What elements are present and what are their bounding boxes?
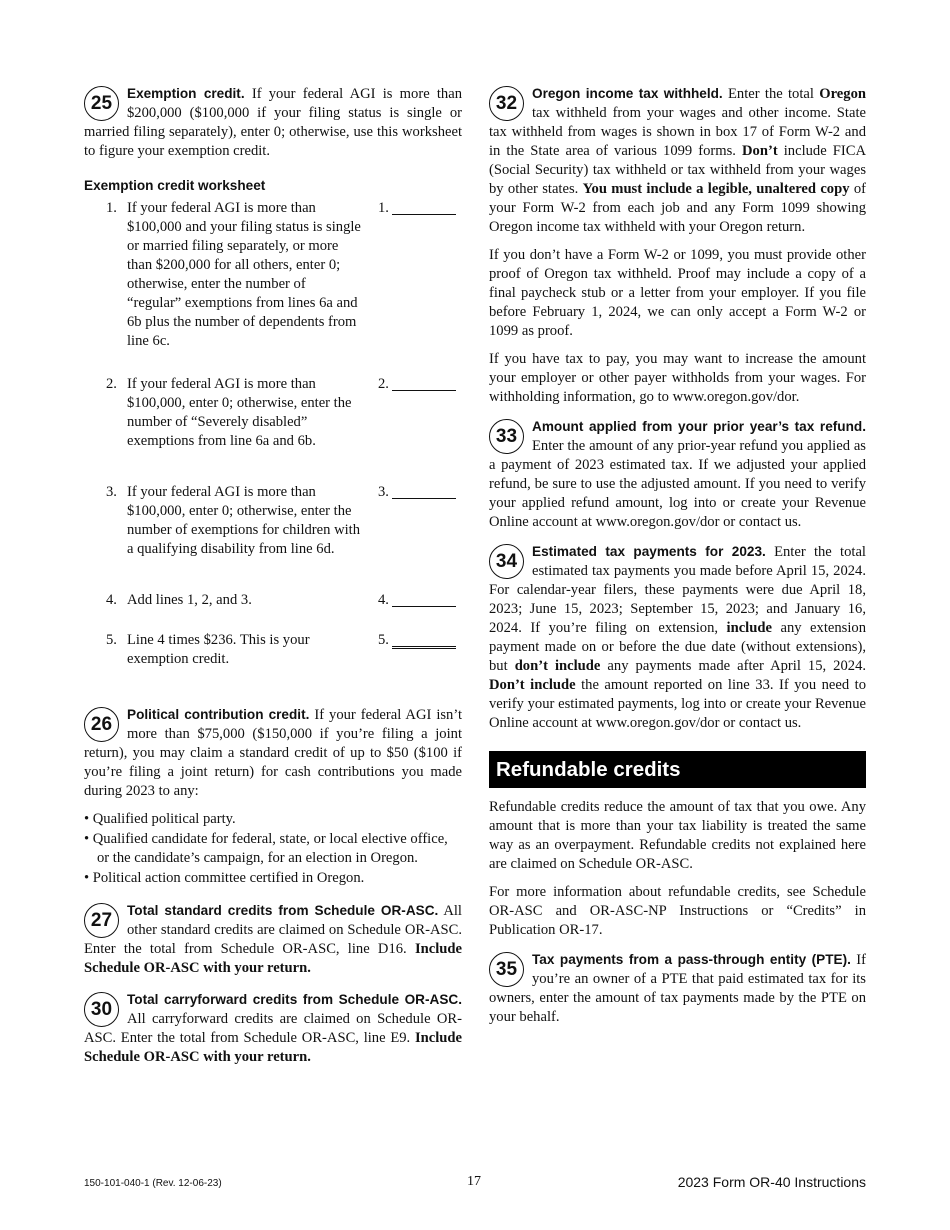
section-35 [489, 950, 866, 1027]
section-33 [489, 417, 866, 532]
worksheet-line-label: 4. [378, 592, 389, 608]
list-item: • Qualified political party. [84, 811, 236, 827]
footer-title: 2023 Form OR-40 Instructions [677, 1174, 866, 1190]
section-text: If your federal AGI isn’t more than $75,000 ($150,000 if you’re filing a joint return), you may claim a standard credit of up to $50 ($100 if you’re filing a joint return) for cash contributions you made during 2023 to any: [84, 707, 462, 799]
section-26 [84, 705, 462, 888]
paragraph: If you don’t have a Form W-2 or 1099, you must provide other proof of Oregon tax withheld. Proof may include a copy of a final paycheck stub or a letter from your employer. If you file before February 1, 2024, we can only accept a Form W-2 or 1099 as proof. [489, 247, 866, 339]
section-banner: Refundable credits [489, 751, 866, 788]
left-column [84, 84, 462, 1067]
worksheet-row-number: 1. [106, 200, 117, 216]
section-text: Enter the amount of any prior-year refund you applied as a payment of 2023 estimated tax. If we adjusted your applied refund, be sure to use the adjusted amount. If you need to verify your applied refund amount, log into or create your Revenue Online account at www.oregon.gov/dor or contact us. [489, 438, 866, 530]
worksheet-line-label: 2. [378, 376, 389, 392]
worksheet-row-text: Line 4 times $236. This is your exemption credit. [127, 632, 310, 667]
line-number-badge: 26 [84, 707, 119, 742]
bullet-list [84, 810, 462, 888]
section-heading: Political contribution credit. [127, 707, 310, 722]
page-number: 17 [467, 1174, 481, 1189]
line-number-badge: 27 [84, 903, 119, 938]
worksheet-row-text: Add lines 1, 2, and 3. [127, 592, 252, 608]
line-number-badge: 34 [489, 544, 524, 579]
paragraph: If you have tax to pay, you may want to increase the amount your employer or other payer withholds from your wages. For withholding information, go to www.oregon.gov/dor. [489, 351, 866, 405]
worksheet-row-number: 3. [106, 484, 117, 500]
section-text: All carryforward credits are claimed on Schedule OR-ASC. Enter the total from Schedule OR-ASC, line E9. [84, 1011, 462, 1046]
section-emphasis: Include Schedule OR-ASC with your return. [84, 941, 462, 976]
section-25 [84, 84, 462, 161]
line-number-badge: 30 [84, 992, 119, 1027]
section-text: If you’re an owner of a PTE that paid estimated tax for its owners, enter the amount of tax payments made by the PTE on your behalf. [489, 952, 866, 1025]
section-30 [84, 990, 462, 1067]
list-item: • Political action committee certified in Oregon. [84, 869, 365, 886]
worksheet-row [84, 375, 462, 483]
section-heading: Estimated tax payments for 2023. [532, 544, 766, 559]
section-27 [84, 901, 462, 978]
line-number-badge: 32 [489, 86, 524, 121]
footer-form-id: 150-101-040-1 (Rev. 12-06-23) [84, 1178, 222, 1189]
line-number-badge: 25 [84, 86, 119, 121]
worksheet-row-number: 2. [106, 376, 117, 392]
worksheet-entry-line[interactable] [392, 390, 456, 391]
section-32: 32 Oregon income tax withheld. Enter the total Oregon tax withheld from your wages and other income. State tax withheld from wages is shown in box 17 of Form W-2 and in the State area of various 1099 forms. Don’t include FICA (Social Security) tax withheld or tax withheld from your wages by other states. You must include a legible, unaltered copy of your Form W-2 from each job and any Form 1099 showing Oregon income tax withheld with your Oregon return. If you don’t have a Form W-2 or 1099, you must provide other proof of Oregon tax withheld. Proof may include a copy of a final paycheck stub or a letter from your employer. If you file before February 1, 2024, we can only accept a Form W-2 or 1099 as proof. If you have tax to pay, you may want to increase the amount your employer or other payer withholds from your wages. For withholding information, go to www.oregon.gov/dor. [489, 86, 866, 405]
worksheet-line-label: 1. [378, 200, 389, 216]
section-heading: Exemption credit. [127, 86, 245, 101]
list-item: • Qualified candidate for federal, state, or local elective office, or the candidate’s campaign, for an election in Oregon. [84, 830, 448, 866]
worksheet-row-text: If your federal AGI is more than $100,000 and your filing status is single or married filing separately, or more than $200,000 for all others, enter 0; otherwise, enter the number of “regular” exemptions from lines 6a and 6b plus the number of dependents from line 6c. [127, 200, 361, 349]
worksheet-entry-line[interactable] [392, 606, 456, 607]
line-number-badge: 35 [489, 952, 524, 987]
section-heading: Total standard credits from Schedule OR-ASC. [127, 903, 439, 918]
worksheet-row-text: If your federal AGI is more than $100,000, enter 0; otherwise, enter the number of exemptions for children with a qualifying disability from line 6d. [127, 484, 361, 557]
paragraph: Refundable credits reduce the amount of tax that you owe. Any amount that is more than your tax liability is treated the same way as an overpayment. Refundable credits not explained here are claimed on Schedule OR-ASC. [489, 799, 866, 872]
section-heading: Amount applied from your prior year’s tax refund. [532, 419, 866, 434]
worksheet-row [84, 199, 462, 375]
section-text: If your federal AGI is more than $200,000 ($100,000 if your filing status is single or married filing separately), enter 0; otherwise, use this worksheet to figure your exemption credit. [84, 86, 462, 159]
worksheet-entry-line[interactable] [392, 214, 456, 215]
line-number-badge: 33 [489, 419, 524, 454]
section-heading: Oregon income tax withheld. [532, 86, 723, 101]
worksheet-line-label: 5. [378, 632, 389, 648]
worksheet-total-line[interactable] [392, 646, 456, 649]
worksheet-row-number: 4. [106, 592, 117, 608]
section-text: All other standard credits are claimed on Schedule OR-ASC. Enter the total from Schedule OR-ASC, line D16. [84, 903, 462, 957]
worksheet-row-text: If your federal AGI is more than $100,000, enter 0; otherwise, enter the number of “Severely disabled” exemptions from line 6a and 6b. [127, 376, 352, 449]
worksheet-row [84, 483, 462, 591]
worksheet [84, 199, 462, 671]
worksheet-entry-line[interactable] [392, 498, 456, 499]
worksheet-line-label: 3. [378, 484, 389, 500]
section-heading: Total carryforward credits from Schedule OR-ASC. [127, 992, 462, 1007]
section-34: 34 Estimated tax payments for 2023. Enter the total estimated tax payments you made before April 15, 2024. For calendar-year filers, these payments were due April 18, 2023; June 15, 2023; September 15, 2023; and January 16, 2024. If you’re filing on extension, include any extension payment made on or before the due date (without extensions), but don’t include any payments made after April 15, 2024. Don’t include the amount reported on line 33. If you need to verify your estimated payments, log into or create your Revenue Online account at www.oregon.gov/dor or contact us. [489, 544, 867, 731]
worksheet-title: Exemption credit worksheet [84, 178, 266, 193]
paragraph: For more information about refundable credits, see Schedule OR-ASC and OR-ASC-NP Instructions or “Credits” in Publication OR-17. [489, 884, 866, 938]
section-emphasis: Include Schedule OR-ASC with your return. [84, 1030, 462, 1065]
right-column [489, 84, 866, 1027]
section-heading: Tax payments from a pass-through entity (PTE). [532, 952, 851, 967]
worksheet-row [84, 591, 462, 631]
worksheet-row-number: 5. [106, 632, 117, 648]
worksheet-row [84, 631, 462, 671]
